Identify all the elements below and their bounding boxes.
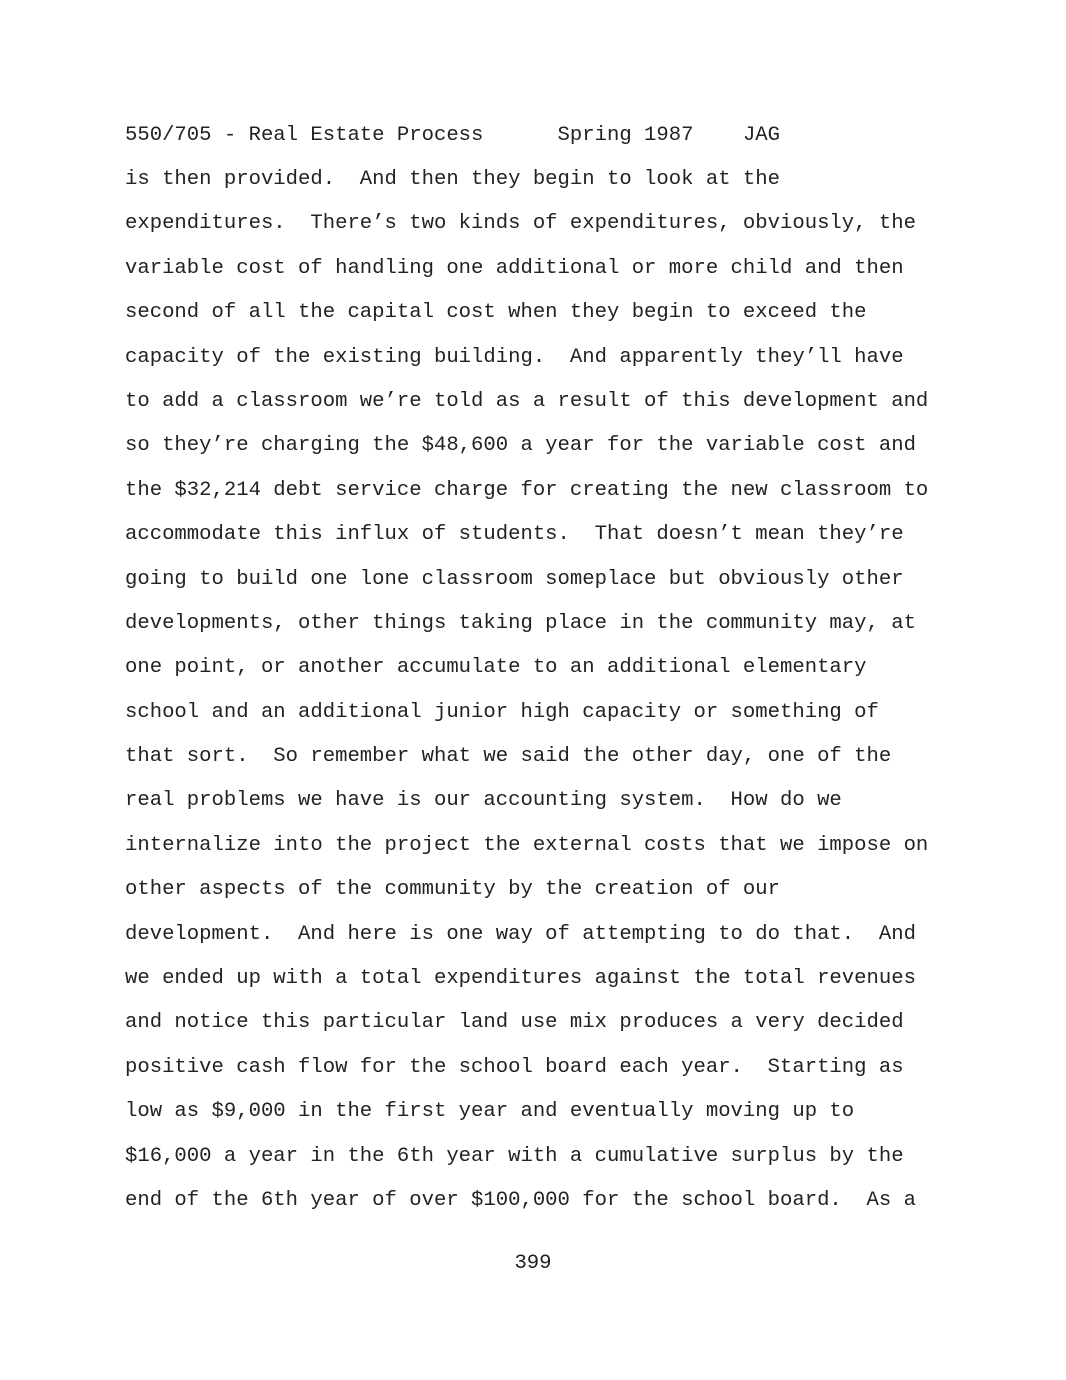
header-term: Spring 1987 — [557, 124, 694, 147]
text-line: to add a classroom we’re told as a result of this development and — [125, 389, 929, 413]
text-line: accommodate this influx of students. That doesn’t mean they’re — [125, 523, 904, 547]
header-initials: JAG — [742, 124, 781, 147]
text-line: variable cost of handling one additional or more child and then — [125, 256, 904, 280]
text-line: capacity of the existing building. And apparently they’ll have — [125, 345, 904, 369]
text-line: the $32,214 debt service charge for creating the new classroom to — [125, 478, 929, 502]
text-line: one point, or another accumulate to an additional elementary — [125, 656, 867, 680]
text-line: going to build one lone classroom someplace but obviously other — [125, 567, 904, 591]
text-line: end of the 6th year of over $100,000 for the school board. As a — [125, 1188, 916, 1212]
text-line: that sort. So remember what we said the other day, one of the — [125, 745, 892, 769]
text-line: positive cash flow for the school board each year. Starting as — [125, 1055, 904, 1079]
text-line: internalize into the project the external costs that we impose on — [125, 833, 929, 857]
header-course: 550/705 - Real Estate Process — [125, 124, 484, 147]
text-line: developments, other things taking place in the community may, at — [125, 611, 916, 635]
text-line: $16,000 a year in the 6th year with a cumulative surplus by the — [125, 1144, 904, 1168]
text-line: development. And here is one way of attempting to do that. And — [125, 922, 916, 946]
text-line: so they’re charging the $48,600 a year for the variable cost and — [125, 434, 916, 458]
text-line: and notice this particular land use mix produces a very decided — [125, 1011, 904, 1035]
text-line: is then provided. And then they begin to look at the — [125, 168, 780, 191]
text-line: expenditures. There’s two kinds of expenditures, obviously, the — [125, 212, 916, 236]
text-line: second of all the capital cost when they begin to exceed the — [125, 301, 867, 325]
text-line: we ended up with a total expenditures against the total revenues — [125, 967, 916, 991]
header-gap-2 — [694, 124, 743, 147]
transcript-body — [125, 168, 928, 1233]
text-line: low as $9,000 in the first year and eventually moving up to — [125, 1100, 855, 1124]
page-number: 399 — [514, 1252, 552, 1275]
text-line: other aspects of the community by the creation of our — [125, 878, 780, 902]
text-line: real problems we have is our accounting system. How do we — [125, 789, 842, 813]
running-header — [125, 124, 780, 148]
header-gap-1 — [483, 124, 557, 147]
text-line: school and an additional junior high capacity or something of — [125, 700, 879, 724]
